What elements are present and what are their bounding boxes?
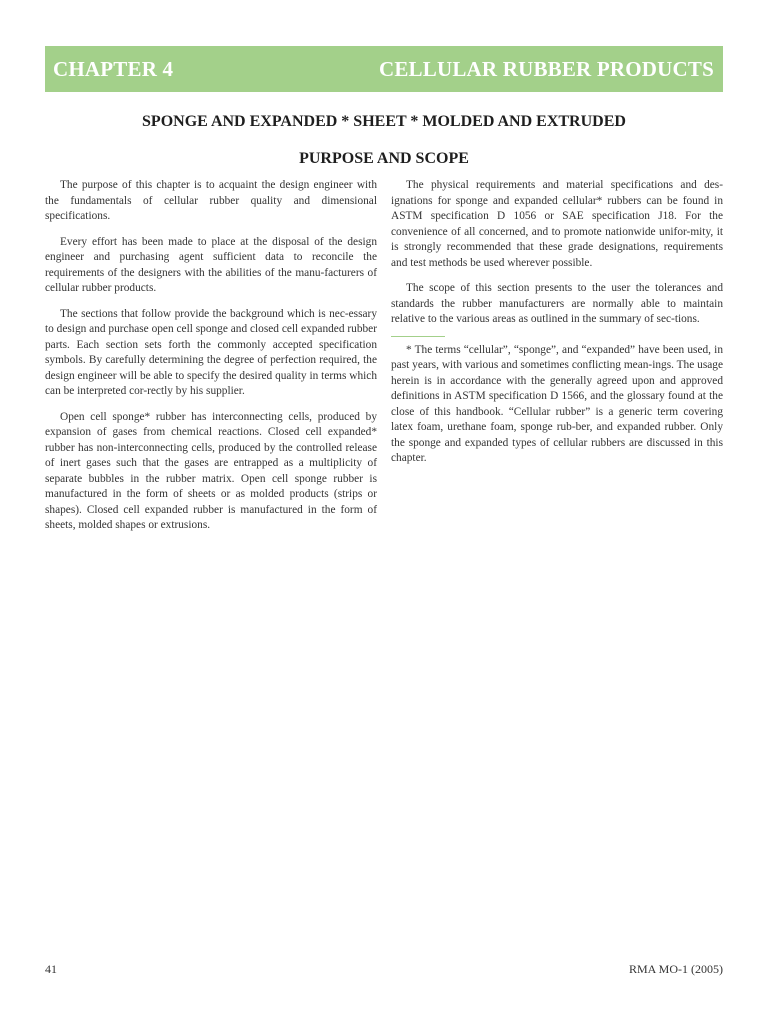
- footnote-divider: [391, 336, 445, 337]
- page-subtitle: SPONGE AND EXPANDED * SHEET * MOLDED AND EXTRUDED: [142, 113, 626, 130]
- page-number: 41: [45, 962, 57, 976]
- chapter-header-band: [45, 46, 723, 92]
- left-column: [45, 178, 377, 544]
- paragraph: Open cell sponge* rubber has interconnecting cells, produced by expansion of gases from chemical reactions. Closed cell expanded* rubber has non-interconnecting cells, produced by the controlled release of inert gases such that the gases are entrapped as a multiplicity of separate bubbles in the rubber matrix. Open cell sponge rubber is manufactured in the form of sheets or as molded products (strips or shapes). Closed cell expanded rubber is manufactured in the form of sheets, molded shapes or extrusions.: [45, 410, 377, 531]
- document-id: RMA MO-1 (2005): [628, 962, 723, 976]
- chapter-title: CELLULAR RUBBER PRODUCTS: [378, 56, 714, 81]
- paragraph: The physical requirements and material specifications and des-ignations for sponge and expanded cellular* rubbers can be found in ASTM specification D 1056 or SAE specification J18. For the convenience of all concerned, and to promote nationwide unifor-mity, it is strongly recommended that these grade designations, requirements and test methods be used wherever possible.: [391, 179, 723, 269]
- right-column: [391, 178, 723, 477]
- paragraph: The scope of this section presents to the user the tolerances and standards the rubber manufacturers are normally able to maintain relative to the various areas as outlined in the summary of sec-tions.: [391, 282, 723, 325]
- paragraph: Every effort has been made to place at the disposal of the design engineer and purchasing agent sufficient data to reconcile the requirements of the designers with the abilities of the manu-facturers of cellular rubber products.: [45, 235, 377, 294]
- paragraph: The purpose of this chapter is to acquaint the design engineer with the fundamentals of cellular rubber quality and dimensional specifications.: [45, 179, 377, 222]
- section-title: PURPOSE AND SCOPE: [299, 150, 469, 167]
- chapter-number: CHAPTER 4: [53, 56, 174, 81]
- paragraph: The sections that follow provide the background which is nec-essary to design and purchase open cell sponge and closed cell expanded rubber parts. Each section sets forth the commonly accepted specification symbols. By carefully determining the degree of perfection required, the design engineer will be able to specify the desired quality in terms which can be interpreted cor-rectly by his supplier.: [45, 307, 377, 397]
- footnote: * The terms “cellular”, “sponge”, and “expanded” have been used, in past years, with various and sometimes conflicting mean-ings. The usage herein is in accordance with the generally agreed upon and approved definitions in ASTM specification D 1566, and the glossary found at the close of this handbook. “Cellular rubber” is a generic term covering latex foam, urethane foam, sponge rub-ber, and expanded rubber. Only the sponge and expanded types of cellular rubbers are discussed in this chapter.: [391, 343, 723, 464]
